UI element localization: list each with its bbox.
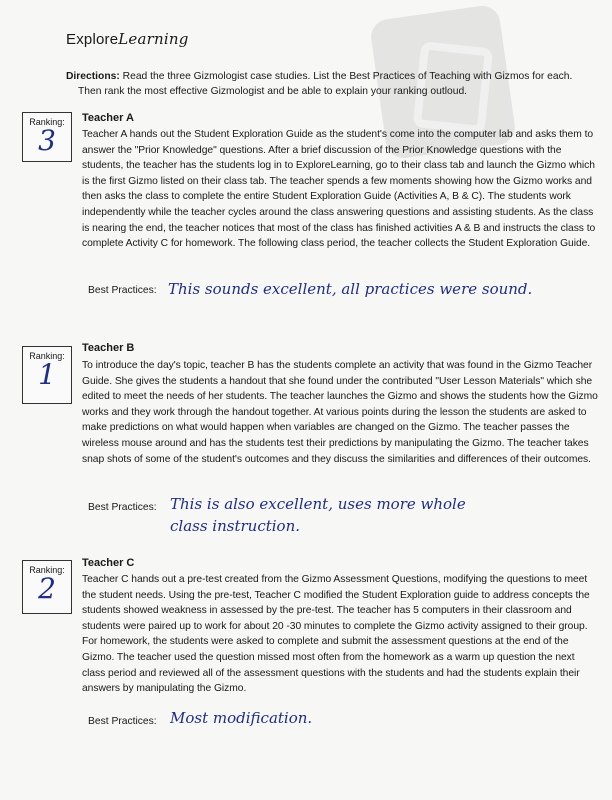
ranking-value-handwritten: 2 [38, 572, 56, 605]
ranking-label: Ranking: [29, 117, 65, 127]
directions-line-1: Read the three Gizmologist case studies. List the Best Practices of Teaching with Gizmos for each. [122, 71, 573, 82]
directions [66, 69, 586, 99]
ranking-label: Ranking: [29, 565, 65, 575]
teacher-b-title: Teacher B [82, 342, 135, 354]
teacher-b-best-practices-handwritten: This is also excellent, uses more whole class instruction. [170, 495, 466, 535]
teacher-a-title: Teacher A [82, 112, 134, 124]
explorelearning-logo: ExploreLearning [66, 30, 189, 48]
teacher-c-title: Teacher C [82, 557, 135, 569]
ranking-box-teacher-b [22, 346, 72, 404]
ranking-label: Ranking: [29, 351, 65, 361]
ranking-box-teacher-a [22, 112, 72, 162]
directions-label: Directions: [66, 71, 120, 82]
ranking-value-handwritten: 1 [38, 358, 56, 391]
teacher-a-case-text: Teacher A hands out the Student Exploration Guide as the student's come into the computer lab and asks them to answer the "Prior Knowledge" questions. After a brief discussion of the Prior Knowledge questions with the students, the teacher has the students log in to ExploreLearning, go to their class tab and launch the Gizmo which is the first Gizmo listed on their class tab. The teacher spends a few moments showing how the Gizmo works and then asks the class to complete the entire Student Exploration Guide (Activities A, B & C). The students work independently while the teacher cycles around the class answering questions and assisting students. As the class is nearing the end, the teacher notices that most of the class has finished activities A & B and instructs the class to complete Activity C for homework. The following class period, the teacher collects the Student Exploration Guide. [82, 129, 596, 250]
teacher-b-best-practices-label: Best Practices: [88, 502, 157, 513]
teacher-a-best-practices-label: Best Practices: [88, 285, 157, 296]
teacher-b-case-text: To introduce the day's topic, teacher B has the students complete an activity that was found in the Gizmo Teacher Guide. She gives the students a handout that she found under the contributed "User Lesson Materials" which she edited to meet the needs of her students. The teacher launches the Gizmo and shows the students how the Gizmo works and they work through the handout together. At various points during the lesson the students are asked to make predictions on what would happen when variables are changed on the Gizmo. The teacher passes the wireless mouse around and has the students test their predictions by manipulating the Gizmo. The teacher takes snap shots of some of the student's outcomes and they discuss the similarities and differences of their outcomes. [82, 360, 598, 465]
teacher-c-best-practices-label: Best Practices: [88, 716, 157, 727]
teacher-c-best-practices-handwritten: Most modification. [170, 709, 313, 727]
teacher-c-case-text: Teacher C hands out a pre-test created from the Gizmo Assessment Questions, modifying the questions to meet the student needs. Using the pre-test, Teacher C modified the Student Exploration guide to address concepts the students showed weakness in assessed by the pre-test. The teacher has 5 computers in their classroom and students were paired up to work for about 20 -30 minutes to complete the Gizmo activity assigned to their group. For homework, the students were asked to complete and submit the assessment questions at the end of the Gizmo. The teacher used the question missed most often from the homework as a warm up question the next class period and reviewed all of the assessment questions with the students and had the students explain their answers by manipulating the Gizmo. [82, 574, 590, 695]
teacher-a-best-practices-handwritten: This sounds excellent, all practices were sound. [168, 280, 533, 298]
directions-line-2: Then rank the most effective Gizmologist and be able to explain your ranking outloud. [78, 86, 468, 97]
ranking-value-handwritten: 3 [38, 124, 56, 157]
ranking-box-teacher-c [22, 560, 72, 614]
